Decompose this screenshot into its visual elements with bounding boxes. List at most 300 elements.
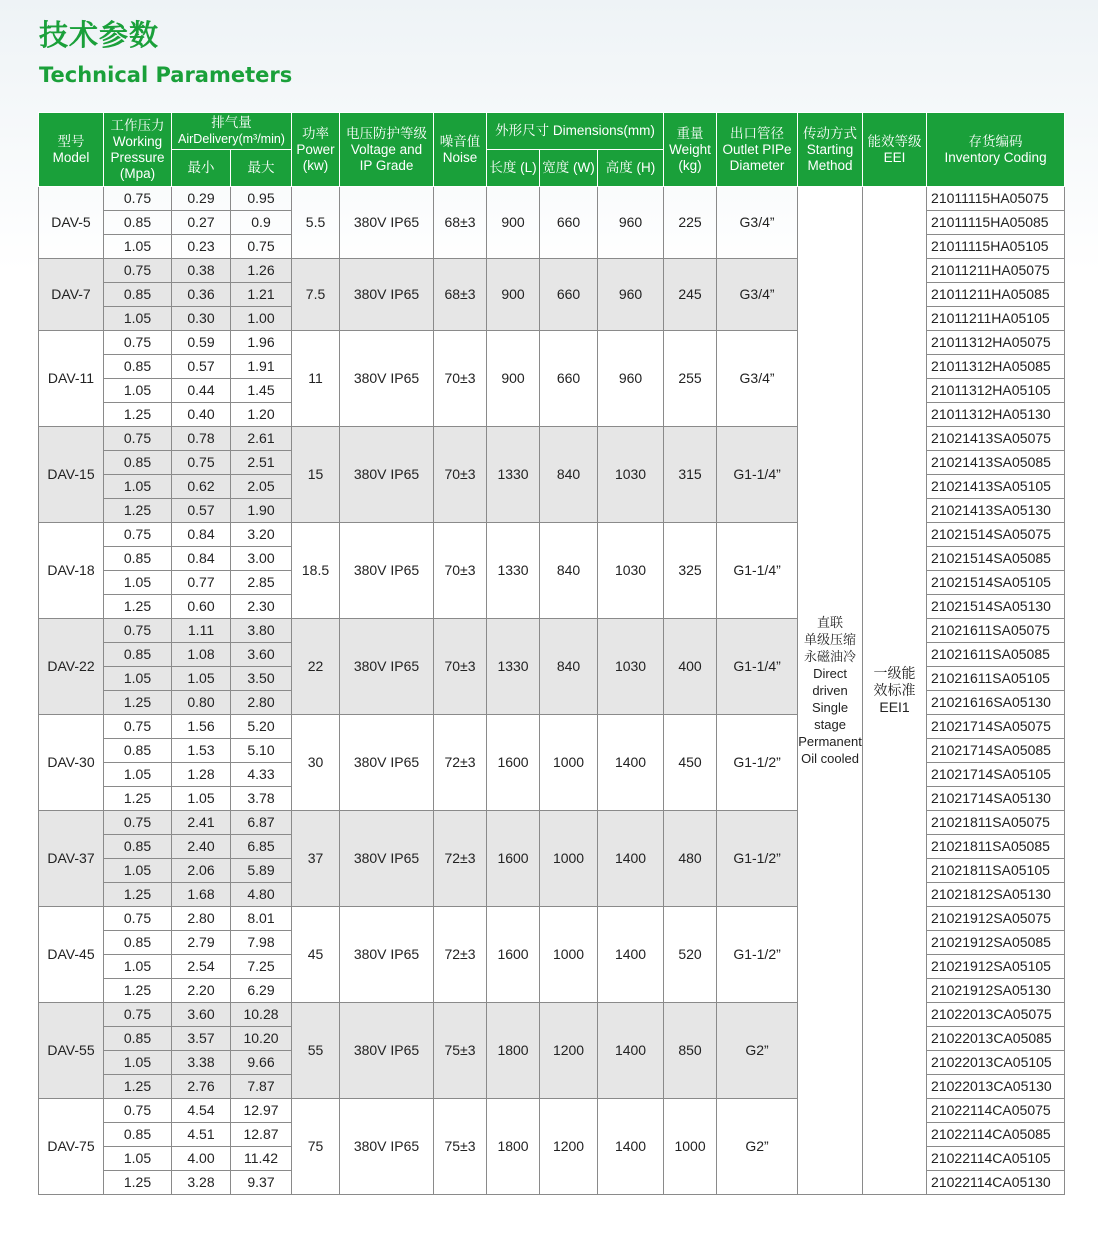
width-cell: 1200	[540, 1099, 598, 1195]
weight-cell: 520	[664, 907, 717, 1003]
col-power: 功率 Power (kw)	[292, 113, 340, 187]
air-max-cell: 6.87	[231, 811, 292, 835]
outlet-cell: G2”	[717, 1099, 798, 1195]
pressure-cell: 0.75	[104, 715, 172, 739]
outlet-cell: G1-1/4”	[717, 523, 798, 619]
air-max-cell: 0.75	[231, 235, 292, 259]
air-min-cell: 0.62	[172, 475, 231, 499]
inventory-code-cell: 21022114CA05075	[927, 1099, 1065, 1123]
col-pressure: 工作压力 Working Pressure (Mpa)	[104, 113, 172, 187]
model-cell: DAV-45	[39, 907, 104, 1003]
air-min-cell: 0.27	[172, 211, 231, 235]
col-min: 最小	[172, 150, 231, 187]
model-cell: DAV-18	[39, 523, 104, 619]
noise-cell: 68±3	[434, 187, 487, 259]
col-noise: 噪音值 Noise	[434, 113, 487, 187]
length-cell: 900	[487, 331, 540, 427]
length-cell: 1330	[487, 523, 540, 619]
air-max-cell: 2.05	[231, 475, 292, 499]
air-min-cell: 0.84	[172, 523, 231, 547]
air-min-cell: 4.00	[172, 1147, 231, 1171]
outlet-cell: G1-1/2”	[717, 907, 798, 1003]
air-max-cell: 1.26	[231, 259, 292, 283]
pressure-cell: 1.25	[104, 883, 172, 907]
pressure-cell: 1.25	[104, 499, 172, 523]
table-body	[39, 187, 1065, 1195]
inventory-code-cell: 21021714SA05085	[927, 739, 1065, 763]
weight-cell: 1000	[664, 1099, 717, 1195]
inventory-code-cell: 21021912SA05105	[927, 955, 1065, 979]
air-max-cell: 2.61	[231, 427, 292, 451]
power-cell: 37	[292, 811, 340, 907]
height-cell: 960	[598, 331, 664, 427]
inventory-code-cell: 21021514SA05105	[927, 571, 1065, 595]
noise-cell: 70±3	[434, 427, 487, 523]
starting-method-line: Direct	[813, 666, 848, 681]
length-cell: 900	[487, 259, 540, 331]
outlet-cell: G3/4”	[717, 187, 798, 259]
air-max-cell: 1.00	[231, 307, 292, 331]
pressure-cell: 1.05	[104, 859, 172, 883]
air-min-cell: 0.23	[172, 235, 231, 259]
air-max-cell: 10.28	[231, 1003, 292, 1027]
outlet-cell: G3/4”	[717, 331, 798, 427]
air-min-cell: 0.29	[172, 187, 231, 211]
pressure-cell: 1.25	[104, 979, 172, 1003]
pressure-cell: 0.85	[104, 451, 172, 475]
weight-cell: 450	[664, 715, 717, 811]
inventory-code-cell: 21011211HA05085	[927, 283, 1065, 307]
air-max-cell: 1.21	[231, 283, 292, 307]
width-cell: 1000	[540, 811, 598, 907]
inventory-code-cell: 21021811SA05105	[927, 859, 1065, 883]
air-max-cell: 4.80	[231, 883, 292, 907]
inventory-code-cell: 21021611SA05075	[927, 619, 1065, 643]
outlet-cell: G1-1/2”	[717, 715, 798, 811]
weight-cell: 245	[664, 259, 717, 331]
col-dimensions: 外形尺寸 Dimensions(mm)	[487, 113, 664, 150]
noise-cell: 70±3	[434, 523, 487, 619]
pressure-cell: 0.85	[104, 1123, 172, 1147]
air-max-cell: 2.30	[231, 595, 292, 619]
voltage-cell: 380V IP65	[340, 1099, 434, 1195]
voltage-cell: 380V IP65	[340, 619, 434, 715]
air-min-cell: 0.77	[172, 571, 231, 595]
power-cell: 7.5	[292, 259, 340, 331]
air-max-cell: 6.29	[231, 979, 292, 1003]
eei-line: 一级能	[873, 665, 916, 681]
pressure-cell: 0.75	[104, 427, 172, 451]
pressure-cell: 1.05	[104, 955, 172, 979]
inventory-code-cell: 21021413SA05130	[927, 499, 1065, 523]
spec-table	[38, 112, 1065, 1195]
air-min-cell: 2.80	[172, 907, 231, 931]
power-cell: 22	[292, 619, 340, 715]
air-min-cell: 0.36	[172, 283, 231, 307]
air-min-cell: 1.11	[172, 619, 231, 643]
inventory-code-cell: 21022114CA05085	[927, 1123, 1065, 1147]
air-max-cell: 0.9	[231, 211, 292, 235]
air-min-cell: 2.54	[172, 955, 231, 979]
air-max-cell: 1.96	[231, 331, 292, 355]
air-min-cell: 3.28	[172, 1171, 231, 1195]
inventory-code-cell: 21011312HA05105	[927, 379, 1065, 403]
air-max-cell: 7.25	[231, 955, 292, 979]
eei-line: EEI1	[879, 699, 910, 715]
pressure-cell: 0.85	[104, 1027, 172, 1051]
air-max-cell: 3.50	[231, 667, 292, 691]
air-min-cell: 0.59	[172, 331, 231, 355]
width-cell: 1000	[540, 907, 598, 1003]
air-max-cell: 12.87	[231, 1123, 292, 1147]
air-max-cell: 3.80	[231, 619, 292, 643]
air-max-cell: 3.20	[231, 523, 292, 547]
height-cell: 1400	[598, 715, 664, 811]
inventory-code-cell: 21021812SA05130	[927, 883, 1065, 907]
air-min-cell: 4.54	[172, 1099, 231, 1123]
inventory-code-cell: 21021611SA05085	[927, 643, 1065, 667]
pressure-cell: 0.85	[104, 211, 172, 235]
starting-method-line: Oil cooled	[801, 751, 859, 766]
height-cell: 1400	[598, 1099, 664, 1195]
height-cell: 960	[598, 187, 664, 259]
inventory-code-cell: 21021912SA05085	[927, 931, 1065, 955]
air-min-cell: 3.60	[172, 1003, 231, 1027]
air-max-cell: 3.60	[231, 643, 292, 667]
air-max-cell: 5.89	[231, 859, 292, 883]
inventory-code-cell: 21022114CA05105	[927, 1147, 1065, 1171]
air-max-cell: 1.45	[231, 379, 292, 403]
pressure-cell: 1.25	[104, 1075, 172, 1099]
air-max-cell: 3.00	[231, 547, 292, 571]
width-cell: 660	[540, 187, 598, 259]
starting-method-line: Permanent	[798, 734, 862, 749]
air-min-cell: 2.76	[172, 1075, 231, 1099]
model-cell: DAV-7	[39, 259, 104, 331]
height-cell: 1400	[598, 811, 664, 907]
air-min-cell: 0.40	[172, 403, 231, 427]
air-min-cell: 0.57	[172, 355, 231, 379]
outlet-cell: G1-1/4”	[717, 427, 798, 523]
pressure-cell: 0.85	[104, 643, 172, 667]
voltage-cell: 380V IP65	[340, 331, 434, 427]
length-cell: 1800	[487, 1099, 540, 1195]
width-cell: 840	[540, 619, 598, 715]
air-min-cell: 2.20	[172, 979, 231, 1003]
noise-cell: 72±3	[434, 715, 487, 811]
pressure-cell: 0.75	[104, 1099, 172, 1123]
width-cell: 660	[540, 331, 598, 427]
air-min-cell: 1.68	[172, 883, 231, 907]
pressure-cell: 1.05	[104, 763, 172, 787]
weight-cell: 325	[664, 523, 717, 619]
inventory-code-cell: 21022114CA05130	[927, 1171, 1065, 1195]
noise-cell: 72±3	[434, 907, 487, 1003]
air-max-cell: 7.87	[231, 1075, 292, 1099]
air-min-cell: 0.60	[172, 595, 231, 619]
air-max-cell: 5.10	[231, 739, 292, 763]
pressure-cell: 0.75	[104, 523, 172, 547]
inventory-code-cell: 21021616SA05130	[927, 691, 1065, 715]
air-max-cell: 4.33	[231, 763, 292, 787]
pressure-cell: 1.05	[104, 235, 172, 259]
model-cell: DAV-37	[39, 811, 104, 907]
inventory-code-cell: 21021912SA05075	[927, 907, 1065, 931]
voltage-cell: 380V IP65	[340, 259, 434, 331]
height-cell: 1030	[598, 427, 664, 523]
pressure-cell: 0.75	[104, 907, 172, 931]
power-cell: 18.5	[292, 523, 340, 619]
model-cell: DAV-55	[39, 1003, 104, 1099]
col-width: 宽度 (W)	[540, 150, 598, 187]
inventory-code-cell: 21021413SA05105	[927, 475, 1065, 499]
width-cell: 660	[540, 259, 598, 331]
outlet-cell: G1-1/4”	[717, 619, 798, 715]
inventory-code-cell: 21011211HA05075	[927, 259, 1065, 283]
air-max-cell: 8.01	[231, 907, 292, 931]
air-max-cell: 9.37	[231, 1171, 292, 1195]
model-cell: DAV-15	[39, 427, 104, 523]
air-min-cell: 2.41	[172, 811, 231, 835]
air-min-cell: 2.40	[172, 835, 231, 859]
air-max-cell: 1.90	[231, 499, 292, 523]
length-cell: 1600	[487, 907, 540, 1003]
col-coding: 存货编码 Inventory Coding	[927, 113, 1065, 187]
model-cell: DAV-5	[39, 187, 104, 259]
inventory-code-cell: 21022013CA05085	[927, 1027, 1065, 1051]
col-eei: 能效等级 EEI	[863, 113, 927, 187]
length-cell: 900	[487, 187, 540, 259]
air-min-cell: 0.44	[172, 379, 231, 403]
air-max-cell: 1.91	[231, 355, 292, 379]
table-header	[39, 113, 1065, 187]
power-cell: 75	[292, 1099, 340, 1195]
pressure-cell: 1.05	[104, 1051, 172, 1075]
inventory-code-cell: 21021514SA05075	[927, 523, 1065, 547]
pressure-cell: 0.85	[104, 547, 172, 571]
width-cell: 840	[540, 427, 598, 523]
noise-cell: 70±3	[434, 331, 487, 427]
outlet-cell: G3/4”	[717, 259, 798, 331]
width-cell: 840	[540, 523, 598, 619]
page-title-cn: 技术参数	[39, 18, 160, 52]
voltage-cell: 380V IP65	[340, 187, 434, 259]
inventory-code-cell: 21011211HA05105	[927, 307, 1065, 331]
model-cell: DAV-22	[39, 619, 104, 715]
starting-method-line: Single	[811, 700, 849, 715]
air-max-cell: 10.20	[231, 1027, 292, 1051]
model-cell: DAV-75	[39, 1099, 104, 1195]
model-cell: DAV-11	[39, 331, 104, 427]
pressure-cell: 1.05	[104, 667, 172, 691]
air-min-cell: 1.56	[172, 715, 231, 739]
pressure-cell: 0.85	[104, 355, 172, 379]
inventory-code-cell: 21021413SA05085	[927, 451, 1065, 475]
inventory-code-cell: 21021714SA05130	[927, 787, 1065, 811]
air-min-cell: 3.38	[172, 1051, 231, 1075]
pressure-cell: 0.75	[104, 619, 172, 643]
weight-cell: 255	[664, 331, 717, 427]
air-min-cell: 0.30	[172, 307, 231, 331]
pressure-cell: 1.05	[104, 379, 172, 403]
air-max-cell: 2.80	[231, 691, 292, 715]
inventory-code-cell: 21021714SA05105	[927, 763, 1065, 787]
inventory-code-cell: 21021514SA05130	[927, 595, 1065, 619]
col-starting: 传动方式 Starting Method	[798, 113, 863, 187]
air-max-cell: 1.20	[231, 403, 292, 427]
air-min-cell: 1.05	[172, 667, 231, 691]
height-cell: 1400	[598, 907, 664, 1003]
outlet-cell: G2”	[717, 1003, 798, 1099]
starting-method-line: 直联	[817, 615, 844, 630]
length-cell: 1600	[487, 811, 540, 907]
air-min-cell: 2.79	[172, 931, 231, 955]
voltage-cell: 380V IP65	[340, 427, 434, 523]
air-max-cell: 2.51	[231, 451, 292, 475]
air-max-cell: 9.66	[231, 1051, 292, 1075]
power-cell: 30	[292, 715, 340, 811]
width-cell: 1200	[540, 1003, 598, 1099]
inventory-code-cell: 21011115HA05105	[927, 235, 1065, 259]
starting-method-line: 单级压缩	[804, 632, 857, 647]
eei-line: 效标准	[873, 682, 916, 698]
noise-cell: 75±3	[434, 1003, 487, 1099]
inventory-code-cell: 21021413SA05075	[927, 427, 1065, 451]
inventory-code-cell: 21021714SA05075	[927, 715, 1065, 739]
air-min-cell: 0.38	[172, 259, 231, 283]
voltage-cell: 380V IP65	[340, 907, 434, 1003]
col-model: 型号 Model	[39, 113, 104, 187]
pressure-cell: 1.25	[104, 691, 172, 715]
air-max-cell: 11.42	[231, 1147, 292, 1171]
voltage-cell: 380V IP65	[340, 1003, 434, 1099]
air-max-cell: 6.85	[231, 835, 292, 859]
starting-method-cell	[798, 187, 863, 1195]
air-min-cell: 3.57	[172, 1027, 231, 1051]
air-max-cell: 7.98	[231, 931, 292, 955]
air-min-cell: 0.78	[172, 427, 231, 451]
pressure-cell: 1.25	[104, 595, 172, 619]
inventory-code-cell: 21021912SA05130	[927, 979, 1065, 1003]
inventory-code-cell: 21011312HA05085	[927, 355, 1065, 379]
air-min-cell: 1.05	[172, 787, 231, 811]
length-cell: 1330	[487, 427, 540, 523]
pressure-cell: 0.85	[104, 283, 172, 307]
col-height: 高度 (H)	[598, 150, 664, 187]
starting-method-line: stage	[814, 717, 846, 732]
pressure-cell: 0.85	[104, 931, 172, 955]
length-cell: 1330	[487, 619, 540, 715]
col-length: 长度 (L)	[487, 150, 540, 187]
length-cell: 1600	[487, 715, 540, 811]
voltage-cell: 380V IP65	[340, 523, 434, 619]
col-air-delivery: 排气量 AirDelivery(m³/min)	[172, 113, 292, 150]
air-max-cell: 12.97	[231, 1099, 292, 1123]
air-max-cell: 0.95	[231, 187, 292, 211]
air-min-cell: 2.06	[172, 859, 231, 883]
pressure-cell: 0.85	[104, 739, 172, 763]
power-cell: 15	[292, 427, 340, 523]
pressure-cell: 0.75	[104, 331, 172, 355]
inventory-code-cell: 21011115HA05075	[927, 187, 1065, 211]
pressure-cell: 1.05	[104, 475, 172, 499]
pressure-cell: 1.25	[104, 403, 172, 427]
power-cell: 55	[292, 1003, 340, 1099]
noise-cell: 75±3	[434, 1099, 487, 1195]
starting-method-line: driven	[812, 683, 848, 698]
noise-cell: 70±3	[434, 619, 487, 715]
power-cell: 5.5	[292, 187, 340, 259]
outlet-cell: G1-1/2”	[717, 811, 798, 907]
length-cell: 1800	[487, 1003, 540, 1099]
col-max: 最大	[231, 150, 292, 187]
eei-cell	[863, 187, 927, 1195]
pressure-cell: 1.05	[104, 1147, 172, 1171]
col-weight: 重量 Weight (kg)	[664, 113, 717, 187]
air-max-cell: 5.20	[231, 715, 292, 739]
weight-cell: 315	[664, 427, 717, 523]
air-min-cell: 0.84	[172, 547, 231, 571]
noise-cell: 68±3	[434, 259, 487, 331]
air-min-cell: 0.80	[172, 691, 231, 715]
air-min-cell: 0.75	[172, 451, 231, 475]
height-cell: 1400	[598, 1003, 664, 1099]
model-cell: DAV-30	[39, 715, 104, 811]
page-title-en: Technical Parameters	[39, 63, 293, 87]
pressure-cell: 1.25	[104, 1171, 172, 1195]
noise-cell: 72±3	[434, 811, 487, 907]
inventory-code-cell: 21011115HA05085	[927, 211, 1065, 235]
pressure-cell: 0.75	[104, 1003, 172, 1027]
pressure-cell: 1.25	[104, 787, 172, 811]
air-max-cell: 3.78	[231, 787, 292, 811]
pressure-cell: 1.05	[104, 307, 172, 331]
air-min-cell: 1.08	[172, 643, 231, 667]
inventory-code-cell: 21011312HA05130	[927, 403, 1065, 427]
air-max-cell: 2.85	[231, 571, 292, 595]
width-cell: 1000	[540, 715, 598, 811]
power-cell: 45	[292, 907, 340, 1003]
weight-cell: 480	[664, 811, 717, 907]
pressure-cell: 1.05	[104, 571, 172, 595]
height-cell: 960	[598, 259, 664, 331]
weight-cell: 400	[664, 619, 717, 715]
pressure-cell: 0.75	[104, 187, 172, 211]
col-voltage: 电压防护等级 Voltage and IP Grade	[340, 113, 434, 187]
inventory-code-cell: 21022013CA05130	[927, 1075, 1065, 1099]
air-min-cell: 1.53	[172, 739, 231, 763]
height-cell: 1030	[598, 619, 664, 715]
air-min-cell: 1.28	[172, 763, 231, 787]
inventory-code-cell: 21021611SA05105	[927, 667, 1065, 691]
inventory-code-cell: 21011312HA05075	[927, 331, 1065, 355]
voltage-cell: 380V IP65	[340, 811, 434, 907]
weight-cell: 850	[664, 1003, 717, 1099]
starting-method-line: 永磁油冷	[804, 649, 857, 664]
inventory-code-cell: 21021811SA05075	[927, 811, 1065, 835]
weight-cell: 225	[664, 187, 717, 259]
inventory-code-cell: 21022013CA05105	[927, 1051, 1065, 1075]
voltage-cell: 380V IP65	[340, 715, 434, 811]
power-cell: 11	[292, 331, 340, 427]
pressure-cell: 0.75	[104, 259, 172, 283]
air-min-cell: 0.57	[172, 499, 231, 523]
air-min-cell: 4.51	[172, 1123, 231, 1147]
inventory-code-cell: 21021811SA05085	[927, 835, 1065, 859]
pressure-cell: 0.85	[104, 835, 172, 859]
col-outlet: 出口管径 Outlet PIPe Diameter	[717, 113, 798, 187]
table-row	[39, 187, 1065, 211]
